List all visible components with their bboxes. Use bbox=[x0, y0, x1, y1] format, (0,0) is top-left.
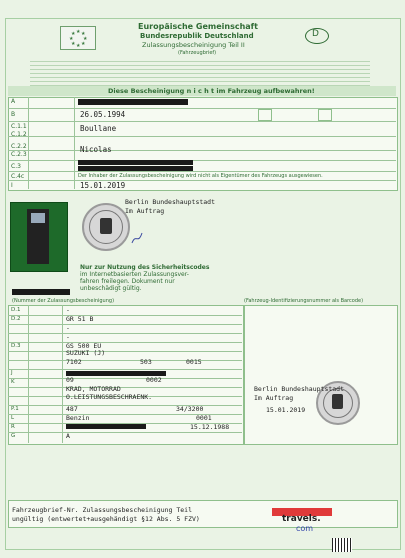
warning-text: Diese Bescheinigung n i c h t im Fahrzeug aufbewahren! bbox=[108, 87, 315, 95]
header-line-4: (Fahrzeugbrief) bbox=[178, 50, 217, 56]
signature bbox=[130, 230, 144, 244]
footer-line-1: Fahrzeugbrief-Nr. Zulassungsbescheinigung Teil bbox=[12, 506, 193, 514]
svg-text:★: ★ bbox=[69, 36, 74, 42]
stamp-line-2: Im Auftrag bbox=[254, 394, 294, 402]
d2c-value: - bbox=[66, 333, 70, 341]
label-g: G bbox=[11, 433, 16, 439]
fuel: Benzin bbox=[66, 414, 90, 422]
label-b: B bbox=[11, 111, 16, 118]
official-seal-upper bbox=[82, 203, 130, 251]
code-1: 7102 bbox=[66, 358, 82, 366]
stamp-line-1: Berlin Bundeshauptstadt bbox=[254, 385, 345, 393]
label-c12: C.1.2 bbox=[11, 131, 27, 138]
barcode-label: (Fahrzeug-Identifizierungsnummer als Barcode) bbox=[244, 298, 364, 304]
stamp-date: 15.01.2019 bbox=[266, 406, 306, 414]
security-note-line-2: im Internetbasierten Zulassungsver- bbox=[80, 271, 189, 278]
code-box bbox=[258, 109, 272, 121]
type-1: KRAD, MOTORRAD bbox=[66, 385, 121, 393]
d3-value: SUZUKI (J) bbox=[66, 349, 106, 357]
security-note-line-1: Nur zur Nutzung des Sicherheitscodes bbox=[80, 264, 210, 271]
label-c1: A bbox=[11, 98, 16, 105]
header-line-2: Bundesrepublik Deutschland bbox=[140, 32, 254, 40]
label-p1: P.1 bbox=[11, 406, 19, 412]
svg-text:★: ★ bbox=[83, 36, 88, 42]
birth-date: 26.05.1994 bbox=[80, 110, 126, 119]
label-d3: D.3 bbox=[11, 343, 21, 349]
watermark-line-1: travels. bbox=[282, 514, 321, 524]
code-box-2 bbox=[318, 109, 332, 121]
d2b-value: - bbox=[66, 324, 70, 332]
security-note-line-3: fahren freilegen. Dokument nur bbox=[80, 278, 175, 285]
barcode-sticker bbox=[332, 538, 352, 552]
power-2: 34/3200 bbox=[176, 405, 204, 413]
authority-line-2: Im Auftrag bbox=[125, 207, 165, 215]
security-note-line-4: unbeschädigt gültig. bbox=[80, 285, 142, 292]
firstname: Nicolas bbox=[80, 145, 112, 154]
watermark-line-2: com bbox=[296, 524, 314, 533]
code-3: 0015 bbox=[186, 358, 202, 366]
multilingual-text bbox=[30, 58, 370, 86]
svg-text:★: ★ bbox=[71, 31, 76, 37]
svg-text:★: ★ bbox=[71, 41, 76, 47]
surname: Boullane bbox=[80, 124, 117, 133]
header-line-3: Zulassungsbescheinigung Teil II bbox=[142, 41, 245, 49]
label-d1: D.1 bbox=[11, 307, 21, 313]
eu-flag-icon bbox=[60, 26, 96, 50]
svg-text:★: ★ bbox=[76, 29, 81, 35]
d2-value: GR 51 B bbox=[66, 315, 94, 323]
doc-number-label: (Nummer der Zulassungsbescheinigung) bbox=[12, 298, 115, 304]
redacted-field bbox=[66, 424, 146, 429]
header-line-1: Europäische Gemeinschaft bbox=[138, 22, 258, 31]
svg-text:★: ★ bbox=[76, 43, 81, 49]
label-j: J bbox=[11, 370, 13, 376]
barcode-area bbox=[244, 305, 398, 445]
code-2: 503 bbox=[140, 358, 152, 366]
redacted-address bbox=[78, 160, 193, 165]
label-c22: C.2.2 bbox=[11, 143, 27, 150]
redacted-address-2 bbox=[78, 166, 193, 171]
label-c4: C.4c bbox=[11, 173, 25, 180]
authority-line-1: Berlin Bundeshauptstadt bbox=[125, 198, 216, 206]
first-registration: 15.12.1988 bbox=[190, 423, 230, 431]
issue-date: 15.01.2019 bbox=[80, 181, 126, 190]
d3b-value: GS 500 EU bbox=[66, 342, 102, 350]
label-l: L bbox=[11, 415, 15, 421]
label-c11: C.1.1 bbox=[11, 123, 27, 130]
redacted-doc-number bbox=[12, 289, 70, 295]
country-code: D bbox=[312, 29, 319, 39]
footer-line-2: ungültig (entwertet+ausgehändigt §12 Abs. 5 FZV) bbox=[12, 515, 200, 523]
type-2: O.LEISTUNGSBESCHRAENK. bbox=[66, 393, 153, 401]
code-5: 0002 bbox=[146, 376, 162, 384]
code-4: 09 bbox=[66, 376, 74, 384]
svg-text:★: ★ bbox=[81, 31, 86, 37]
fuel-code: 0001 bbox=[196, 414, 212, 422]
security-code-sticker bbox=[10, 202, 68, 272]
svg-text:★: ★ bbox=[81, 41, 86, 47]
label-r: R bbox=[11, 424, 15, 430]
d1-value: - bbox=[66, 306, 70, 314]
label-k: K bbox=[11, 379, 15, 385]
watermark-logo bbox=[272, 506, 372, 532]
power: 487 bbox=[66, 405, 78, 413]
c4c-text: Der Inhaber der Zulassungsbescheinigung wird nicht als Eigentümer des Fahrzeugs ausgewiesen. bbox=[78, 173, 323, 179]
label-c3: C.3 bbox=[11, 163, 21, 170]
label-d2: D.2 bbox=[11, 316, 21, 322]
label-i: I bbox=[11, 182, 13, 189]
label-c23: C.2.3 bbox=[11, 151, 27, 158]
redacted-registration-number bbox=[78, 99, 188, 105]
colour-code: A bbox=[66, 432, 70, 440]
